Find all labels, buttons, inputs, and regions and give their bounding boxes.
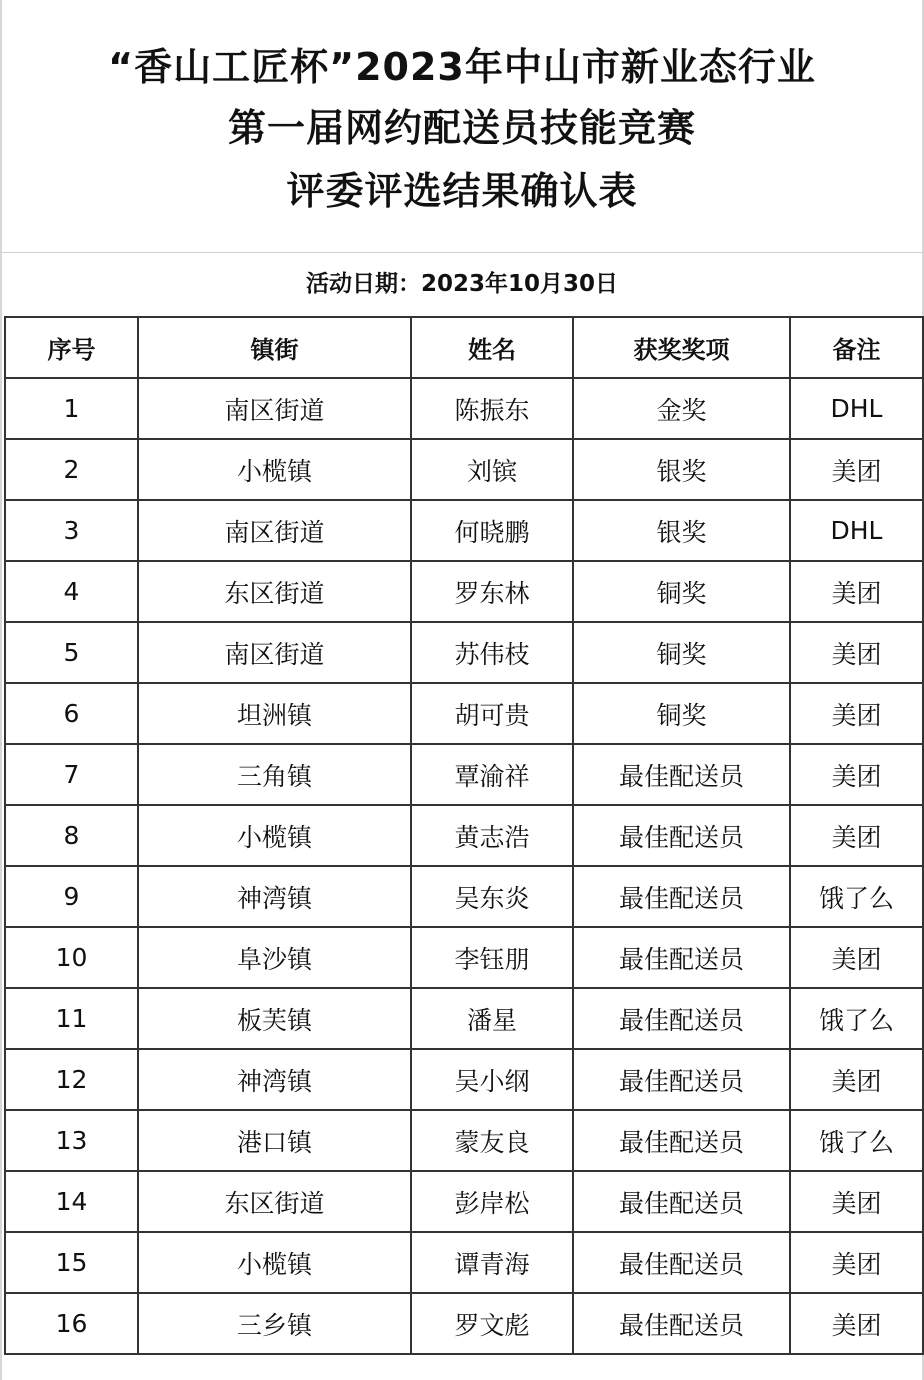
cell-town: 小榄镇 [138, 439, 411, 500]
cell-name: 何晓鹏 [411, 500, 573, 561]
table-row [5, 439, 923, 500]
cell-town: 小榄镇 [138, 1232, 411, 1293]
table-row [5, 1232, 923, 1293]
table-row [5, 378, 923, 439]
cell-number: 9 [5, 866, 138, 927]
cell-name: 苏伟枝 [411, 622, 573, 683]
cell-name: 陈振东 [411, 378, 573, 439]
cell-note: 饿了么 [790, 988, 923, 1049]
cell-name: 蒙友良 [411, 1110, 573, 1171]
table-row [5, 500, 923, 561]
title-line-3: 评委评选结果确认表 [286, 169, 638, 213]
title-block [2, 0, 922, 253]
cell-award: 最佳配送员 [573, 744, 790, 805]
activity-date: 活动日期：2023年10月30日 [305, 271, 619, 297]
title-line-1: “香山工匠杯”2023年中山市新业态行业 [108, 45, 816, 89]
cell-town: 南区街道 [138, 500, 411, 561]
cell-note: 美团 [790, 683, 923, 744]
cell-note: 饿了么 [790, 1110, 923, 1171]
cell-name: 潘星 [411, 988, 573, 1049]
cell-name: 胡可贵 [411, 683, 573, 744]
cell-number: 12 [5, 1049, 138, 1110]
cell-note: 饿了么 [790, 866, 923, 927]
header-number: 序号 [5, 317, 138, 378]
table-row [5, 866, 923, 927]
cell-award: 最佳配送员 [573, 927, 790, 988]
cell-award: 最佳配送员 [573, 988, 790, 1049]
cell-name: 黄志浩 [411, 805, 573, 866]
cell-name: 谭青海 [411, 1232, 573, 1293]
cell-name: 吴东炎 [411, 866, 573, 927]
table-row [5, 1293, 923, 1354]
cell-name: 刘镔 [411, 439, 573, 500]
cell-number: 6 [5, 683, 138, 744]
cell-name: 罗东林 [411, 561, 573, 622]
cell-name: 彭岸松 [411, 1171, 573, 1232]
cell-note: 美团 [790, 744, 923, 805]
cell-note: 美团 [790, 622, 923, 683]
table-row [5, 805, 923, 866]
cell-number: 2 [5, 439, 138, 500]
cell-award: 银奖 [573, 439, 790, 500]
cell-number: 1 [5, 378, 138, 439]
cell-number: 5 [5, 622, 138, 683]
header-name: 姓名 [411, 317, 573, 378]
cell-award: 银奖 [573, 500, 790, 561]
cell-name: 覃渝祥 [411, 744, 573, 805]
header-note: 备注 [790, 317, 923, 378]
table-row [5, 683, 923, 744]
cell-note: 美团 [790, 1171, 923, 1232]
cell-note: 美团 [790, 1293, 923, 1354]
table-row [5, 1049, 923, 1110]
cell-award: 最佳配送员 [573, 1232, 790, 1293]
cell-number: 10 [5, 927, 138, 988]
cell-number: 11 [5, 988, 138, 1049]
header-town: 镇街 [138, 317, 411, 378]
cell-number: 7 [5, 744, 138, 805]
cell-town: 南区街道 [138, 378, 411, 439]
table-row [5, 561, 923, 622]
table-body [5, 378, 923, 1354]
cell-town: 神湾镇 [138, 1049, 411, 1110]
cell-award: 最佳配送员 [573, 1110, 790, 1171]
table-row [5, 622, 923, 683]
table-row [5, 744, 923, 805]
cell-note: 美团 [790, 1232, 923, 1293]
cell-note: DHL [790, 378, 923, 439]
cell-town: 坦洲镇 [138, 683, 411, 744]
cell-award: 最佳配送员 [573, 805, 790, 866]
cell-town: 三乡镇 [138, 1293, 411, 1354]
cell-town: 东区街道 [138, 561, 411, 622]
cell-number: 8 [5, 805, 138, 866]
cell-note: DHL [790, 500, 923, 561]
cell-note: 美团 [790, 1049, 923, 1110]
cell-note: 美团 [790, 439, 923, 500]
cell-award: 最佳配送员 [573, 1171, 790, 1232]
cell-number: 16 [5, 1293, 138, 1354]
cell-number: 3 [5, 500, 138, 561]
table-header-row [5, 317, 923, 378]
cell-town: 神湾镇 [138, 866, 411, 927]
cell-note: 美团 [790, 805, 923, 866]
title-line-2: 第一届网约配送员技能竞赛 [227, 106, 696, 150]
cell-award: 最佳配送员 [573, 866, 790, 927]
table-row [5, 988, 923, 1049]
header-award: 获奖奖项 [573, 317, 790, 378]
cell-town: 小榄镇 [138, 805, 411, 866]
cell-award: 铜奖 [573, 622, 790, 683]
cell-number: 13 [5, 1110, 138, 1171]
cell-award: 铜奖 [573, 561, 790, 622]
cell-number: 14 [5, 1171, 138, 1232]
cell-name: 吴小纲 [411, 1049, 573, 1110]
cell-town: 南区街道 [138, 622, 411, 683]
table-row [5, 1171, 923, 1232]
cell-name: 罗文彪 [411, 1293, 573, 1354]
table-row [5, 927, 923, 988]
cell-name: 李钰朋 [411, 927, 573, 988]
table-row [5, 1110, 923, 1171]
cell-award: 最佳配送员 [573, 1293, 790, 1354]
cell-note: 美团 [790, 561, 923, 622]
cell-town: 板芙镇 [138, 988, 411, 1049]
cell-number: 4 [5, 561, 138, 622]
cell-town: 港口镇 [138, 1110, 411, 1171]
cell-town: 三角镇 [138, 744, 411, 805]
cell-town: 东区街道 [138, 1171, 411, 1232]
cell-award: 铜奖 [573, 683, 790, 744]
cell-town: 阜沙镇 [138, 927, 411, 988]
cell-note: 美团 [790, 927, 923, 988]
cell-award: 金奖 [573, 378, 790, 439]
cell-award: 最佳配送员 [573, 1049, 790, 1110]
cell-number: 15 [5, 1232, 138, 1293]
results-table [4, 316, 924, 1355]
